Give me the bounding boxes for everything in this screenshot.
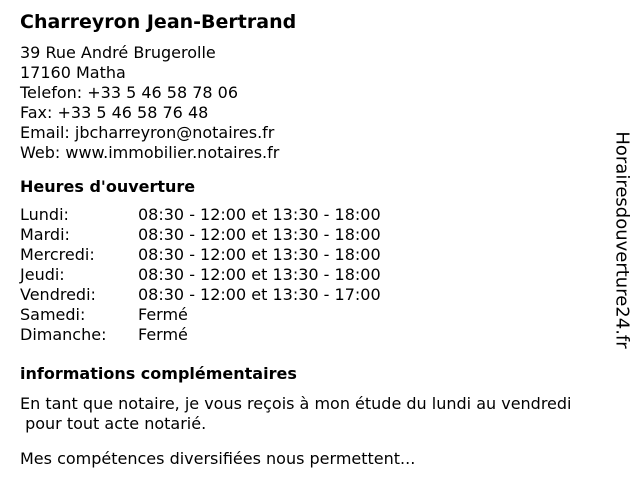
hours-value: Fermé: [138, 325, 188, 344]
web-line: Web: www.immobilier.notaires.fr: [20, 143, 280, 162]
email-line: Email: jbcharreyron@notaires.fr: [20, 123, 275, 142]
address-city: 17160 Matha: [20, 63, 126, 82]
hours-value: Fermé: [138, 305, 188, 324]
hours-value: 08:30 - 12:00 et 13:30 - 18:00: [138, 265, 381, 284]
day-label: Jeudi:: [20, 265, 65, 284]
hours-value: 08:30 - 12:00 et 13:30 - 18:00: [138, 225, 381, 244]
address-street: 39 Rue André Brugerolle: [20, 43, 216, 62]
hours-value: 08:30 - 12:00 et 13:30 - 18:00: [138, 245, 381, 264]
info-paragraph: Mes compétences diversifiées nous permettent...: [20, 449, 416, 468]
day-label: Mercredi:: [20, 245, 95, 264]
notary-listing: [20, 10, 610, 469]
info-paragraph: En tant que notaire, je vous reçois à mon étude du lundi au vendredi pour tout acte notarié.: [20, 394, 572, 433]
day-label: Vendredi:: [20, 285, 96, 304]
hours-table: [20, 205, 610, 345]
phone-line: Telefon: +33 5 46 58 78 06: [20, 83, 239, 102]
hours-heading: Heures d'ouverture: [20, 177, 196, 196]
day-label: Samedi:: [20, 305, 86, 324]
info-heading: informations complémentaires: [20, 364, 297, 383]
contact-block: [20, 43, 610, 163]
site-watermark: Horairesdouverture24.fr: [611, 131, 633, 349]
hours-row-tuesday: [20, 225, 610, 245]
hours-row-saturday: [20, 305, 610, 325]
hours-row-sunday: [20, 325, 610, 345]
hours-value: 08:30 - 12:00 et 13:30 - 17:00: [138, 285, 381, 304]
hours-row-monday: [20, 205, 610, 225]
fax-line: Fax: +33 5 46 58 76 48: [20, 103, 209, 122]
day-label: Mardi:: [20, 225, 70, 244]
hours-row-friday: [20, 285, 610, 305]
hours-row-wednesday: [20, 245, 610, 265]
day-label: Dimanche:: [20, 325, 107, 344]
hours-row-thursday: [20, 265, 610, 285]
day-label: Lundi:: [20, 205, 69, 224]
page-title: Charreyron Jean-Bertrand: [20, 11, 297, 33]
hours-value: 08:30 - 12:00 et 13:30 - 18:00: [138, 205, 381, 224]
